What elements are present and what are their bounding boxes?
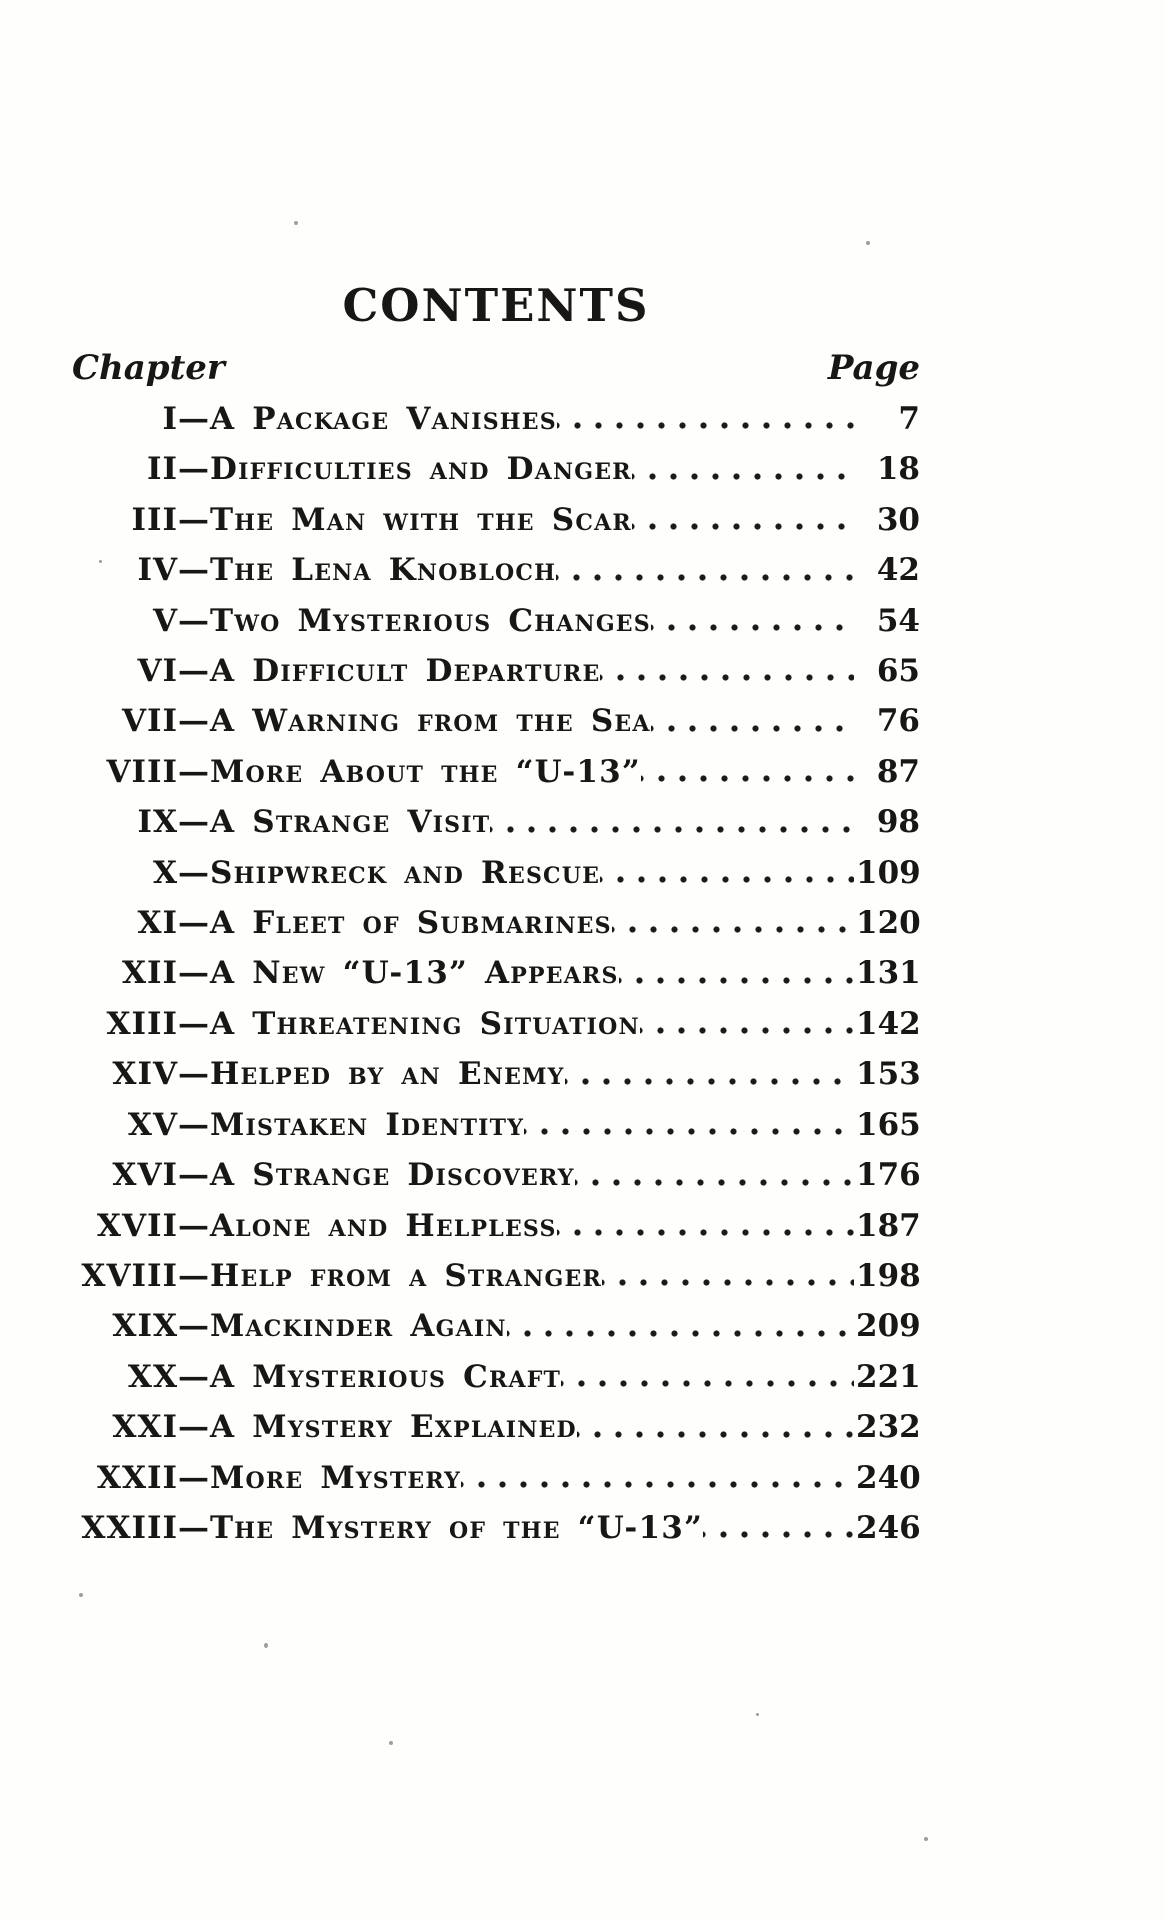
page-number: 240 (856, 1459, 921, 1496)
numeral-cell (72, 1352, 209, 1402)
numeral-dash: — (178, 1358, 209, 1395)
numeral-dash: — (178, 1509, 209, 1546)
chapter-numeral: VI (137, 653, 178, 690)
numeral-dash: — (178, 1409, 209, 1446)
chapter-column-label: Chapter (72, 348, 225, 388)
page-number: 131 (856, 955, 921, 992)
chapter-numeral: XVII (96, 1207, 178, 1244)
toc-entry (72, 1100, 920, 1150)
numeral-cell (72, 948, 209, 998)
numeral-cell (72, 646, 209, 696)
numeral-dash: — (178, 955, 209, 992)
chapter-numeral: IV (137, 552, 178, 589)
page-column-label: Page (827, 348, 920, 388)
chapter-numeral: VII (121, 703, 178, 740)
column-headers (72, 350, 920, 387)
chapter-numeral: X (152, 854, 178, 891)
dot-leader (632, 495, 854, 545)
numeral-cell (72, 545, 209, 595)
contents-block (72, 0, 920, 1553)
chapter-numeral: XXII (96, 1459, 178, 1496)
page-number: 7 (898, 401, 920, 437)
scan-speck (99, 560, 102, 563)
chapter-title: Shipwreck and Rescue (210, 854, 601, 891)
toc-entry (72, 948, 920, 998)
numeral-dash: — (178, 854, 209, 891)
chapter-title: Mackinder Again (210, 1308, 507, 1345)
dot-leader (602, 1251, 854, 1301)
chapter-numeral: XVI (112, 1157, 178, 1194)
numeral-cell (72, 1503, 209, 1553)
toc-entry (72, 1049, 920, 1099)
chapter-numeral: XXIII (81, 1509, 178, 1546)
page-number: 109 (856, 854, 921, 891)
chapter-title: A Threatening Situation (210, 1005, 640, 1042)
page-number: 232 (856, 1409, 921, 1446)
toc-entries (72, 394, 920, 1553)
chapter-numeral: XXI (112, 1409, 178, 1446)
numeral-dash: — (178, 1257, 209, 1294)
page-number: 221 (856, 1358, 921, 1395)
numeral-cell (72, 1301, 209, 1351)
chapter-numeral: V (152, 602, 178, 639)
dot-leader (651, 696, 854, 746)
chapter-numeral: II (146, 451, 178, 488)
scan-speck (866, 241, 870, 245)
numeral-cell (72, 848, 209, 898)
numeral-dash: — (178, 401, 209, 437)
chapter-title: Helped by an Enemy (210, 1056, 565, 1093)
toc-entry (72, 1453, 920, 1503)
page-number: 165 (856, 1106, 921, 1143)
numeral-dash: — (178, 804, 209, 841)
numeral-dash: — (178, 451, 209, 488)
dot-leader (600, 848, 854, 898)
dot-leader (640, 999, 854, 1049)
numeral-cell (72, 1049, 209, 1099)
numeral-dash: — (178, 552, 209, 589)
chapter-numeral: XVIII (81, 1257, 178, 1294)
toc-entry (72, 1402, 920, 1452)
chapter-title: Two Mysterious Changes (210, 602, 651, 639)
dot-leader (703, 1503, 854, 1553)
numeral-dash: — (178, 1157, 209, 1194)
page-number: 120 (856, 905, 921, 942)
numeral-dash: — (178, 653, 209, 690)
chapter-title: The Mystery of the “U-13” (210, 1509, 704, 1546)
chapter-numeral: IX (137, 804, 178, 841)
numeral-cell (72, 1251, 209, 1301)
dot-leader (490, 797, 854, 847)
numeral-cell (72, 999, 209, 1049)
page-number: 18 (876, 451, 920, 488)
page-number: 153 (856, 1056, 921, 1093)
numeral-dash: — (178, 1459, 209, 1496)
page-number: 42 (876, 552, 920, 589)
page-number: 76 (876, 703, 920, 740)
numeral-dash: — (178, 1207, 209, 1244)
chapter-numeral: XII (121, 955, 178, 992)
numeral-cell (72, 495, 209, 545)
numeral-dash: — (178, 1056, 209, 1093)
toc-entry (72, 646, 920, 696)
numeral-cell (72, 596, 209, 646)
scan-speck (389, 1741, 393, 1745)
chapter-title: A Warning from the Sea (210, 703, 651, 740)
chapter-title: A Package Vanishes (210, 401, 557, 437)
page-number: 246 (856, 1509, 921, 1546)
numeral-cell (72, 444, 209, 494)
dot-leader (575, 1150, 854, 1200)
page-number: 87 (876, 753, 920, 790)
dot-leader (461, 1453, 854, 1503)
chapter-numeral: XIII (106, 1005, 178, 1042)
page-number: 142 (856, 1005, 921, 1042)
numeral-dash: — (178, 501, 209, 538)
dot-leader (612, 898, 854, 948)
scan-speck (924, 1837, 928, 1841)
scan-speck (756, 1713, 759, 1716)
toc-entry (72, 545, 920, 595)
toc-entry (72, 1352, 920, 1402)
chapter-title: A Mystery Explained (210, 1409, 577, 1446)
chapter-numeral: III (131, 501, 178, 538)
numeral-dash: — (178, 1106, 209, 1143)
numeral-cell (72, 1150, 209, 1200)
chapter-title: A Difficult Departure (210, 653, 601, 690)
page-number: 65 (876, 653, 920, 690)
page-number: 54 (876, 602, 920, 639)
toc-entry (72, 1150, 920, 1200)
chapter-title: A Strange Visit (210, 804, 491, 841)
page-number: 176 (856, 1157, 921, 1194)
toc-entry (72, 596, 920, 646)
numeral-dash: — (178, 1308, 209, 1345)
toc-entry (72, 747, 920, 797)
dot-leader (561, 1352, 854, 1402)
dot-leader (557, 394, 854, 444)
numeral-cell (72, 898, 209, 948)
toc-entry (72, 1251, 920, 1301)
chapter-numeral: XIV (112, 1056, 178, 1093)
chapter-title: A Mysterious Craft (210, 1358, 562, 1395)
page-number: 198 (856, 1257, 921, 1294)
numeral-cell (72, 797, 209, 847)
page-number: 187 (856, 1207, 921, 1244)
numeral-cell (72, 696, 209, 746)
dot-leader (524, 1100, 854, 1150)
dot-leader (619, 948, 854, 998)
scan-speck (79, 1593, 83, 1597)
chapter-title: More About the “U-13” (210, 753, 641, 790)
dot-leader (641, 747, 854, 797)
numeral-cell (72, 394, 209, 444)
toc-entry (72, 898, 920, 948)
page-number: 209 (856, 1308, 921, 1345)
toc-entry (72, 1301, 920, 1351)
toc-entry (72, 1201, 920, 1251)
chapter-numeral: XI (137, 905, 178, 942)
scan-speck (294, 221, 298, 225)
numeral-cell (72, 1402, 209, 1452)
chapter-title: A New “U-13” Appears (210, 955, 619, 992)
toc-entry (72, 1503, 920, 1553)
dot-leader (557, 1201, 854, 1251)
numeral-dash: — (178, 602, 209, 639)
chapter-numeral: I (162, 401, 178, 437)
toc-entry (72, 797, 920, 847)
dot-leader (600, 646, 854, 696)
numeral-dash: — (178, 905, 209, 942)
chapter-numeral: XIX (112, 1308, 178, 1345)
dot-leader (651, 596, 854, 646)
chapter-title: More Mystery (210, 1459, 462, 1496)
numeral-cell (72, 1100, 209, 1150)
toc-entry (72, 444, 920, 494)
dot-leader (507, 1301, 854, 1351)
chapter-title: A Fleet of Submarines (210, 905, 612, 942)
chapter-title: Difficulties and Danger (210, 451, 632, 488)
dot-leader (556, 545, 854, 595)
chapter-numeral: VIII (106, 753, 178, 790)
chapter-title: Alone and Helpless (210, 1207, 557, 1244)
chapter-title: The Man with the Scar (210, 501, 632, 538)
numeral-dash: — (178, 703, 209, 740)
page-number: 30 (876, 501, 920, 538)
dot-leader (577, 1402, 854, 1452)
page-number: 98 (876, 804, 920, 841)
chapter-title: The Lena Knobloch (210, 552, 557, 589)
scan-speck (264, 1643, 268, 1648)
numeral-dash: — (178, 1005, 209, 1042)
numeral-cell (72, 1453, 209, 1503)
toc-entry (72, 696, 920, 746)
chapter-title: Mistaken Identity (210, 1106, 525, 1143)
page-title: CONTENTS (342, 279, 650, 332)
toc-entry (72, 999, 920, 1049)
toc-entry (72, 394, 920, 444)
chapter-title: Help from a Stranger (210, 1257, 602, 1294)
numeral-cell (72, 1201, 209, 1251)
toc-entry (72, 495, 920, 545)
chapter-numeral: XX (127, 1358, 178, 1395)
dot-leader (565, 1049, 854, 1099)
chapter-title: A Strange Discovery (210, 1157, 575, 1194)
chapter-numeral: XV (127, 1106, 178, 1143)
numeral-dash: — (178, 753, 209, 790)
numeral-cell (72, 747, 209, 797)
dot-leader (632, 444, 854, 494)
toc-entry (72, 848, 920, 898)
